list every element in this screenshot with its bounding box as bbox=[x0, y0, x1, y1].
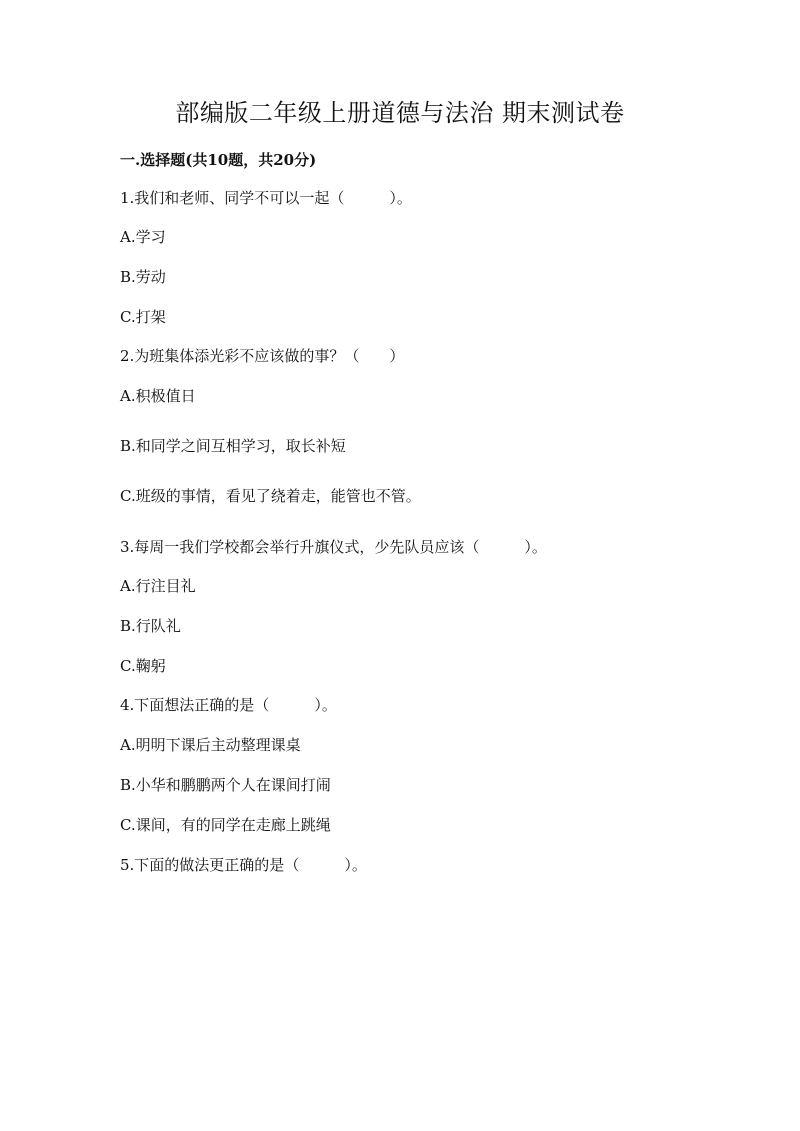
question-stem: 5.下面的做法更正确的是（ ）。 bbox=[120, 856, 367, 874]
question-option: C.班级的事情，看见了绕着走，能管也不管。 bbox=[120, 487, 421, 505]
question-stem: 1.我们和老师、同学不可以一起（ ）。 bbox=[120, 189, 412, 207]
question-option: A.学习 bbox=[120, 228, 166, 246]
question-option: A.积极值日 bbox=[120, 387, 196, 405]
question-stem: 3.每周一我们学校都会举行升旗仪式，少先队员应该（ ）。 bbox=[120, 538, 547, 556]
question-option: B.行队礼 bbox=[120, 617, 181, 635]
question-option: B.劳动 bbox=[120, 268, 166, 286]
question-option: C.打架 bbox=[120, 308, 166, 326]
question-stem: 2.为班集体添光彩不应该做的事？（ ） bbox=[120, 347, 405, 365]
question-option: A.明明下课后主动整理课桌 bbox=[120, 736, 301, 754]
question-option: C.鞠躬 bbox=[120, 657, 166, 675]
question-stem: 4.下面想法正确的是（ ）。 bbox=[120, 696, 337, 714]
section-heading: 一.选择题(共10题，共20分) bbox=[120, 151, 317, 169]
question-option: C.课间，有的同学在走廊上跳绳 bbox=[120, 816, 331, 834]
question-option: B.小华和鹏鹏两个人在课间打闹 bbox=[120, 776, 331, 794]
question-option: B.和同学之间互相学习，取长补短 bbox=[120, 437, 346, 455]
page-title: 部编版二年级上册道德与法治 期末测试卷 bbox=[175, 99, 625, 127]
question-option: A.行注目礼 bbox=[120, 577, 196, 595]
